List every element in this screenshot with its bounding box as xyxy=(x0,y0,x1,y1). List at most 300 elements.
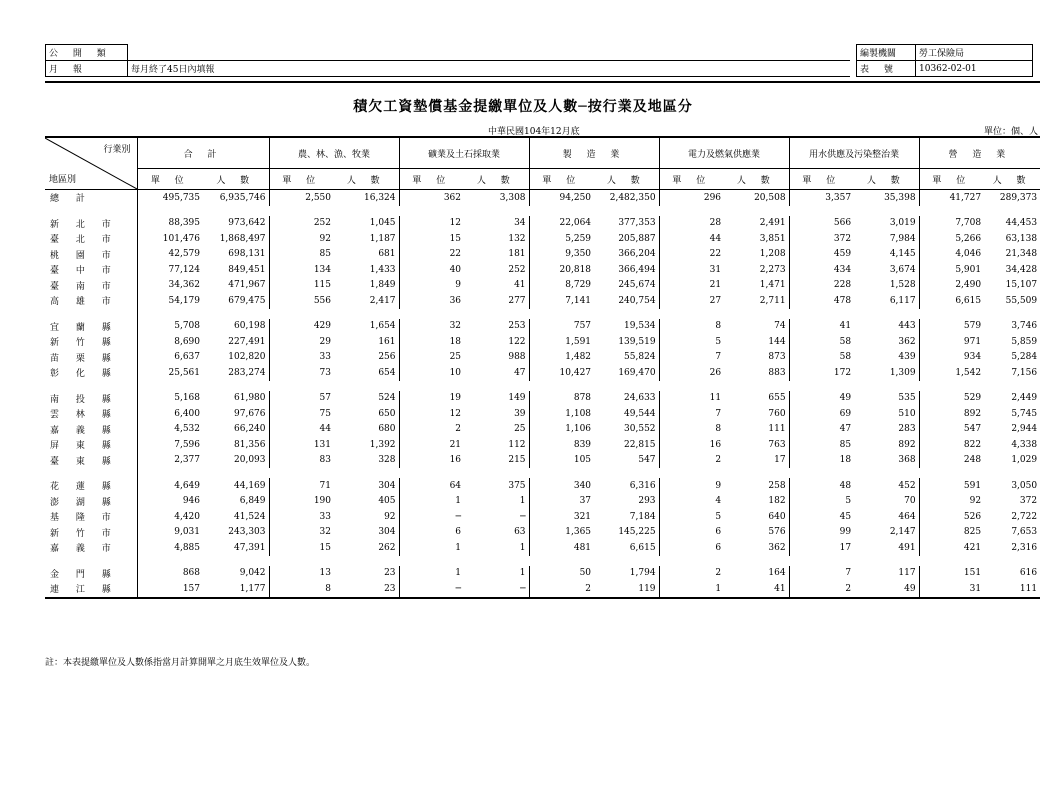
units-cell: 6,615 xyxy=(955,295,982,306)
units-cell: 1 xyxy=(455,568,462,579)
units-cell: 529 xyxy=(963,393,982,404)
people-cell: 2,316 xyxy=(1011,542,1038,553)
units-cell: ─ xyxy=(455,511,462,522)
units-cell: 6,637 xyxy=(174,352,200,363)
people-cell: 616 xyxy=(1019,568,1038,579)
separator-cell xyxy=(724,556,789,566)
units-cell: 36 xyxy=(449,295,462,306)
people-cell: 145,225 xyxy=(594,525,659,541)
units-cell: 2 xyxy=(715,568,722,579)
subheader-units: 單 位 xyxy=(659,169,724,190)
units-cell: 7,596 xyxy=(174,439,200,450)
table-row xyxy=(45,391,1040,407)
col-total: 合 計 xyxy=(137,137,269,169)
subheader-units: 單 位 xyxy=(269,169,334,190)
units-cell: 478 xyxy=(833,295,852,306)
units-cell: 15 xyxy=(319,542,331,553)
separator-cell xyxy=(529,556,594,566)
separator-cell xyxy=(464,381,529,391)
region-cell: 雲 林 縣 xyxy=(45,406,137,422)
people-cell: 97,676 xyxy=(203,406,269,422)
people-cell: 892 xyxy=(854,437,919,453)
separator-cell xyxy=(984,309,1040,319)
people-cell: 372 xyxy=(1019,496,1038,507)
table-row xyxy=(45,365,1040,381)
people-cell: 49 xyxy=(854,581,919,598)
units-cell: 25 xyxy=(449,352,462,363)
units-cell: 1,542 xyxy=(955,367,982,378)
people-cell: 102,820 xyxy=(203,350,269,366)
people-cell: 164 xyxy=(724,566,789,582)
separator-cell xyxy=(203,381,269,391)
separator-cell xyxy=(984,556,1040,566)
region-cell: 新 北 市 xyxy=(45,216,137,232)
table-row xyxy=(45,453,1040,469)
report-title: 積欠工資墊償基金提繳單位及人數─按行業及地區分 xyxy=(353,99,693,115)
region-cell: 宜 蘭 縣 xyxy=(45,319,137,335)
units-cell: 822 xyxy=(963,439,982,450)
people-cell: 227,491 xyxy=(203,334,269,350)
form-number: 10362-02-01 xyxy=(916,61,1033,77)
separator-cell xyxy=(464,468,529,478)
units-cell: 495,735 xyxy=(162,192,200,203)
units-cell: 3,357 xyxy=(825,192,852,203)
subheader-units: 單 位 xyxy=(399,169,464,190)
people-cell: 1,654 xyxy=(334,319,399,335)
table-row xyxy=(45,478,1040,494)
region-cell: 連 江 縣 xyxy=(45,581,137,598)
people-cell: 654 xyxy=(334,365,399,381)
units-cell: 372 xyxy=(833,233,852,244)
units-cell: 40 xyxy=(449,264,462,275)
region-cell: 臺 中 市 xyxy=(45,262,137,278)
col-construction: 營 造 業 xyxy=(919,137,1040,169)
people-cell: 253 xyxy=(464,319,529,335)
people-cell: 92 xyxy=(334,509,399,525)
people-cell: 81,356 xyxy=(203,437,269,453)
units-cell: 839 xyxy=(573,439,592,450)
units-cell: 526 xyxy=(963,511,982,522)
units-cell: 57 xyxy=(319,393,331,404)
units-cell: 5 xyxy=(715,511,722,522)
table-row xyxy=(45,216,1040,232)
people-cell: 63 xyxy=(464,525,529,541)
units-cell: 248 xyxy=(963,455,982,466)
people-cell: 1,794 xyxy=(594,566,659,582)
people-cell: 1,392 xyxy=(334,437,399,453)
separator-cell xyxy=(203,556,269,566)
units-cell: 7,708 xyxy=(955,218,982,229)
people-cell: 1,849 xyxy=(334,278,399,294)
units-cell: 42,579 xyxy=(168,249,200,260)
people-cell: 368 xyxy=(854,453,919,469)
subheader-people: 人 數 xyxy=(984,169,1040,190)
people-cell: 576 xyxy=(724,525,789,541)
subheader-people: 人 數 xyxy=(203,169,269,190)
units-cell: 11 xyxy=(709,393,722,404)
units-cell: 4,532 xyxy=(174,424,200,435)
people-cell: 47 xyxy=(464,365,529,381)
people-cell: 1,208 xyxy=(724,247,789,263)
people-cell: 243,303 xyxy=(203,525,269,541)
units-cell: 134 xyxy=(313,264,331,275)
separator-cell xyxy=(854,468,919,478)
disclosure-label: 公 開 類 xyxy=(46,45,128,61)
units-cell: 1,106 xyxy=(565,424,592,435)
separator-cell xyxy=(984,381,1040,391)
people-cell: 640 xyxy=(724,509,789,525)
units-cell: 9,350 xyxy=(565,249,592,260)
units-cell: 8 xyxy=(715,321,722,332)
people-cell: 283,274 xyxy=(203,365,269,381)
units-cell: 190 xyxy=(313,496,331,507)
units-cell: 7,141 xyxy=(565,295,592,306)
table-row xyxy=(45,231,1040,247)
units-cell: 5,266 xyxy=(955,233,982,244)
units-cell: 5 xyxy=(715,336,722,347)
people-cell: 55,824 xyxy=(594,350,659,366)
units-cell: 2 xyxy=(715,455,722,466)
people-cell: 760 xyxy=(724,406,789,422)
separator-row xyxy=(45,381,1040,391)
units-cell: 8 xyxy=(269,581,334,598)
region-cell: 高 雄 市 xyxy=(45,293,137,309)
header-left-table xyxy=(45,44,850,77)
units-cell: 1,482 xyxy=(565,352,592,363)
people-cell: 49,544 xyxy=(594,406,659,422)
people-cell: 119 xyxy=(594,581,659,598)
people-cell: 328 xyxy=(334,453,399,469)
people-cell: 34 xyxy=(464,216,529,232)
separator-cell xyxy=(724,309,789,319)
units-cell: 4,649 xyxy=(174,480,200,491)
deadline-text: 每月終了45日內填報 xyxy=(128,61,851,77)
units-cell: 18 xyxy=(839,455,852,466)
units-cell: 1,591 xyxy=(565,336,592,347)
col-electricity: 電力及燃氣供應業 xyxy=(659,137,789,169)
table-row xyxy=(45,350,1040,366)
people-cell: 44,169 xyxy=(203,478,269,494)
units-cell: 5 xyxy=(845,496,852,507)
units-cell: 37 xyxy=(579,496,592,507)
people-cell: 55,509 xyxy=(1005,295,1038,306)
table-row xyxy=(45,422,1040,438)
people-cell: 1,309 xyxy=(854,365,919,381)
separator-cell xyxy=(594,468,659,478)
units-cell: 5,168 xyxy=(174,393,200,404)
units-cell: 54,179 xyxy=(168,295,200,306)
people-cell: 245,674 xyxy=(594,278,659,294)
people-cell: 6,316 xyxy=(594,478,659,494)
region-cell: 苗 栗 縣 xyxy=(45,350,137,366)
units-cell: 2,550 xyxy=(305,192,331,203)
separator-cell xyxy=(594,206,659,216)
separator-cell xyxy=(529,381,594,391)
people-cell: 20,508 xyxy=(724,190,789,206)
units-cell: 5,901 xyxy=(955,264,982,275)
people-cell: 169,470 xyxy=(594,365,659,381)
people-cell: 60,198 xyxy=(203,319,269,335)
units-cell: 7 xyxy=(845,568,852,579)
units-cell: 41,727 xyxy=(949,192,982,203)
people-cell: 122 xyxy=(464,334,529,350)
unit-label: 單位：個、人 xyxy=(983,127,1038,137)
people-cell: 1,177 xyxy=(203,581,269,598)
separator-cell xyxy=(984,206,1040,216)
region-cell: 嘉 義 縣 xyxy=(45,422,137,438)
separator-cell xyxy=(137,381,203,391)
agency-label: 編製機關 xyxy=(857,45,916,61)
units-cell: 115 xyxy=(313,280,331,291)
region-cell: 臺 東 縣 xyxy=(45,453,137,469)
people-cell: 117 xyxy=(854,566,919,582)
people-cell: 535 xyxy=(854,391,919,407)
units-cell: 28 xyxy=(709,218,722,229)
separator-cell xyxy=(269,309,334,319)
separator-cell xyxy=(789,309,854,319)
separator-cell xyxy=(137,309,203,319)
people-cell: 2,722 xyxy=(1011,511,1038,522)
units-cell: 4,046 xyxy=(955,249,982,260)
people-cell: 5,859 xyxy=(1011,336,1038,347)
people-cell: 24,633 xyxy=(594,391,659,407)
units-cell: 17 xyxy=(839,542,852,553)
separator-cell xyxy=(269,381,334,391)
col-agriculture: 農、林、漁、牧業 xyxy=(269,137,399,169)
people-cell: 7,653 xyxy=(1011,527,1038,538)
people-cell: 132 xyxy=(464,231,529,247)
units-cell: 172 xyxy=(833,367,852,378)
separator-cell xyxy=(659,309,724,319)
units-cell: 44 xyxy=(319,424,331,435)
separator-cell xyxy=(269,468,334,478)
units-cell: 16 xyxy=(709,439,722,450)
people-cell: 23 xyxy=(334,566,399,582)
units-cell: 13 xyxy=(319,568,331,579)
people-cell: 61,980 xyxy=(203,391,269,407)
people-cell: 7,984 xyxy=(854,231,919,247)
units-cell: 12 xyxy=(449,408,462,419)
units-cell: 5,259 xyxy=(565,233,592,244)
people-cell: 2,147 xyxy=(854,525,919,541)
subheader-people: 人 數 xyxy=(334,169,399,190)
subheader-people: 人 數 xyxy=(724,169,789,190)
units-cell: 362 xyxy=(443,192,462,203)
separator-cell xyxy=(724,468,789,478)
units-cell: 971 xyxy=(963,336,982,347)
units-cell: 757 xyxy=(573,321,592,332)
units-cell: 18 xyxy=(449,336,462,347)
people-cell: 41,524 xyxy=(203,509,269,525)
people-cell: 655 xyxy=(724,391,789,407)
units-cell: 25,561 xyxy=(168,367,200,378)
col-mining: 礦業及土石採取業 xyxy=(399,137,529,169)
people-cell: 283 xyxy=(854,422,919,438)
region-cell: 臺 南 市 xyxy=(45,278,137,294)
people-cell: 16,324 xyxy=(334,190,399,206)
people-cell: 7,184 xyxy=(594,509,659,525)
units-cell: 6 xyxy=(455,527,462,538)
units-cell: 16 xyxy=(449,455,462,466)
units-cell: 6 xyxy=(715,542,722,553)
people-cell: 3,746 xyxy=(1011,321,1038,332)
separator-cell xyxy=(919,468,984,478)
separator-cell xyxy=(203,206,269,216)
people-cell: 289,373 xyxy=(999,192,1038,203)
separator-cell xyxy=(334,309,399,319)
separator-cell xyxy=(659,468,724,478)
subheader-units: 單 位 xyxy=(529,169,594,190)
units-cell: 21 xyxy=(449,439,462,450)
units-cell: 31 xyxy=(709,264,722,275)
units-cell: 868 xyxy=(182,568,200,579)
separator-cell xyxy=(269,206,334,216)
units-cell: 296 xyxy=(703,192,722,203)
people-cell: 873 xyxy=(724,350,789,366)
col-water: 用水供應及污染整治業 xyxy=(789,137,919,169)
people-cell: 439 xyxy=(854,350,919,366)
people-cell: 650 xyxy=(334,406,399,422)
units-cell: 26 xyxy=(709,367,722,378)
people-cell: 763 xyxy=(724,437,789,453)
separator-cell xyxy=(854,206,919,216)
region-cell: 新 竹 市 xyxy=(45,525,137,541)
people-cell: 377,353 xyxy=(594,216,659,232)
separator-cell xyxy=(399,556,464,566)
people-cell: 6,615 xyxy=(594,540,659,556)
separator-cell xyxy=(137,206,203,216)
people-cell: 883 xyxy=(724,365,789,381)
units-cell: 88,395 xyxy=(168,218,200,229)
subheader-people: 人 數 xyxy=(594,169,659,190)
people-cell: 443 xyxy=(854,319,919,335)
units-cell: 49 xyxy=(839,393,852,404)
table-row xyxy=(45,262,1040,278)
units-cell: 1 xyxy=(659,581,724,598)
units-cell: 9 xyxy=(715,480,722,491)
units-cell: 1 xyxy=(455,496,462,507)
subheader-units: 單 位 xyxy=(789,169,854,190)
people-cell: 4,145 xyxy=(854,247,919,263)
region-cell: 澎 湖 縣 xyxy=(45,494,137,510)
table-row xyxy=(45,319,1040,335)
separator-cell xyxy=(45,468,137,478)
region-cell: 基 隆 市 xyxy=(45,509,137,525)
people-cell: 375 xyxy=(464,478,529,494)
people-cell: 698,131 xyxy=(203,247,269,263)
people-cell: 3,019 xyxy=(854,216,919,232)
people-cell: 2,273 xyxy=(724,262,789,278)
people-cell: 973,642 xyxy=(203,216,269,232)
separator-cell xyxy=(724,206,789,216)
separator-cell xyxy=(464,309,529,319)
units-cell: 459 xyxy=(833,249,852,260)
separator-cell xyxy=(594,556,659,566)
table-row xyxy=(45,437,1040,453)
units-cell: 33 xyxy=(319,511,331,522)
units-cell: 48 xyxy=(839,480,852,491)
people-cell: 362 xyxy=(724,540,789,556)
units-cell: 934 xyxy=(963,352,982,363)
separator-cell xyxy=(45,206,137,216)
units-cell: 429 xyxy=(313,321,331,332)
separator-cell xyxy=(45,309,137,319)
units-cell: 92 xyxy=(969,496,982,507)
people-cell: 988 xyxy=(464,350,529,366)
separator-cell xyxy=(919,206,984,216)
units-cell: 12 xyxy=(449,218,462,229)
people-cell: 15,107 xyxy=(1005,280,1038,291)
form-label: 表 號 xyxy=(857,61,916,77)
subheader-people: 人 數 xyxy=(854,169,919,190)
units-cell: 19 xyxy=(449,393,462,404)
separator-cell xyxy=(529,468,594,478)
units-cell: 825 xyxy=(963,527,982,538)
separator-cell xyxy=(399,206,464,216)
units-cell: 75 xyxy=(319,408,331,419)
separator-cell xyxy=(45,381,137,391)
people-cell: 681 xyxy=(334,247,399,263)
people-cell: 149 xyxy=(464,391,529,407)
people-cell: 23 xyxy=(334,581,399,598)
units-cell: 58 xyxy=(839,352,852,363)
people-cell: 362 xyxy=(854,334,919,350)
units-cell: 252 xyxy=(313,218,331,229)
units-cell: 69 xyxy=(839,408,852,419)
agency-name: 勞工保險局 xyxy=(916,45,1033,61)
separator-cell xyxy=(659,381,724,391)
units-cell: 4,420 xyxy=(174,511,200,522)
region-cell: 臺 北 市 xyxy=(45,231,137,247)
units-cell: 566 xyxy=(833,218,852,229)
table-row xyxy=(45,293,1040,309)
units-cell: 556 xyxy=(313,295,331,306)
units-cell: 94,250 xyxy=(559,192,592,203)
people-cell: 39 xyxy=(464,406,529,422)
people-cell: 1,433 xyxy=(334,262,399,278)
separator-cell xyxy=(789,468,854,478)
units-cell: 20,818 xyxy=(559,264,592,275)
separator-row xyxy=(45,206,1040,216)
separator-cell xyxy=(334,556,399,566)
units-cell: 8,729 xyxy=(565,280,592,291)
separator-cell xyxy=(789,206,854,216)
people-cell: 1,868,497 xyxy=(203,231,269,247)
units-cell: 5,708 xyxy=(174,321,200,332)
people-cell: 41 xyxy=(464,278,529,294)
people-cell: 41 xyxy=(724,581,789,598)
subheader-units: 單 位 xyxy=(919,169,984,190)
people-cell: 5,284 xyxy=(1011,352,1038,363)
people-cell: 205,887 xyxy=(594,231,659,247)
units-cell: 579 xyxy=(963,321,982,332)
region-cell: 屏 東 縣 xyxy=(45,437,137,453)
people-cell: 74 xyxy=(724,319,789,335)
people-cell: 366,494 xyxy=(594,262,659,278)
people-cell: 1,528 xyxy=(854,278,919,294)
separator-cell xyxy=(919,309,984,319)
separator-cell xyxy=(919,381,984,391)
units-cell: 99 xyxy=(839,527,852,538)
people-cell: 366,204 xyxy=(594,247,659,263)
people-cell: 6,117 xyxy=(854,293,919,309)
separator-cell xyxy=(659,556,724,566)
people-cell: 277 xyxy=(464,293,529,309)
units-cell: 85 xyxy=(839,439,852,450)
people-cell: 63,138 xyxy=(1005,233,1038,244)
people-cell: 5,745 xyxy=(1011,408,1038,419)
people-cell: 2,482,350 xyxy=(594,190,659,206)
